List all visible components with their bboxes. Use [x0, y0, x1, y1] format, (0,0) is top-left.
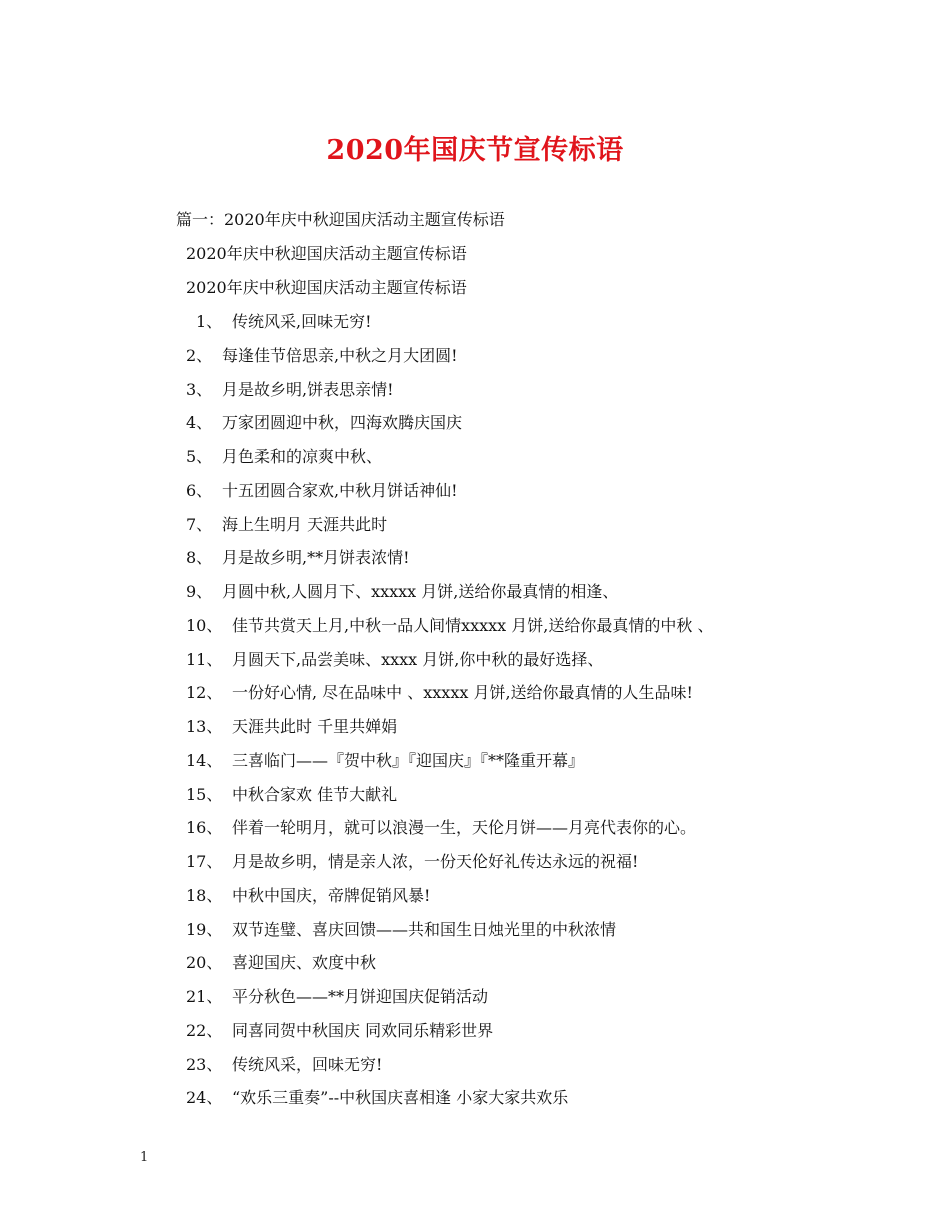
- slogan-item: [186, 380, 394, 400]
- slogan-item: [186, 346, 458, 366]
- slogan-number: 12、: [186, 683, 223, 702]
- slogan-text: 月圆天下,品尝美味、xxxx 月饼,你中秋的最好选择、: [232, 650, 604, 669]
- slogan-number: 8、: [186, 548, 213, 567]
- slogan-number: 11、: [186, 650, 223, 669]
- slogan-item: [186, 1021, 494, 1041]
- slogan-item: [186, 920, 617, 940]
- slogan-text: “欢乐三重奏”--中秋国庆喜相逢 小家大家共欢乐: [232, 1088, 569, 1107]
- slogan-item: [186, 447, 383, 467]
- slogan-number: 10、: [186, 616, 223, 635]
- slogan-text: 月是故乡明,饼表思亲情!: [222, 380, 394, 399]
- slogan-number: 20、: [186, 953, 223, 972]
- slogan-text: 月是故乡明,**月饼表浓情!: [222, 548, 410, 567]
- slogan-item: [186, 616, 714, 636]
- slogan-number: 9、: [186, 582, 213, 601]
- slogan-item: [186, 515, 388, 535]
- slogan-text: 天涯共此时 千里共婵娟: [232, 717, 398, 736]
- page-number: 1: [140, 1150, 149, 1165]
- slogan-text: 传统风采,回味无穷!: [232, 312, 372, 331]
- slogan-text: 海上生明月 天涯共此时: [222, 515, 388, 534]
- section-heading-2: 2020年庆中秋迎国庆活动主题宣传标语: [186, 278, 467, 297]
- slogan-text: 双节连璧、喜庆回馈——共和国生日烛光里的中秋浓情: [232, 920, 617, 939]
- section-heading-1: 2020年庆中秋迎国庆活动主题宣传标语: [186, 244, 467, 263]
- slogan-text: 中秋中国庆，帝牌促销风暴!: [232, 886, 431, 905]
- slogan-number: 17、: [186, 852, 223, 871]
- slogan-item: [186, 1055, 383, 1075]
- slogan-number: 2、: [186, 346, 213, 365]
- slogan-item: [186, 785, 398, 805]
- slogan-item: [186, 953, 377, 973]
- slogan-text: 每逢佳节倍思亲,中秋之月大团圆!: [222, 346, 458, 365]
- slogan-number: 19、: [186, 920, 223, 939]
- slogan-number: 6、: [186, 481, 213, 500]
- slogan-text: 同喜同贺中秋国庆 同欢同乐精彩世界: [232, 1021, 494, 1040]
- slogan-text: 一份好心情, 尽在品味中 、xxxxx 月饼,送给你最真情的人生品味!: [232, 683, 693, 702]
- slogan-number: 23、: [186, 1055, 223, 1074]
- slogan-number: 3、: [186, 380, 213, 399]
- slogan-item: [186, 987, 489, 1007]
- slogan-number: 16、: [186, 818, 223, 837]
- slogan-number: 5、: [186, 447, 213, 466]
- slogan-item: [186, 481, 458, 501]
- slogan-text: 三喜临门——『贺中秋』『迎国庆』『**隆重开幕』: [232, 751, 585, 770]
- slogan-item: [196, 312, 372, 332]
- slogan-item: [186, 717, 398, 737]
- slogan-text: 万家团圆迎中秋，四海欢腾庆国庆: [222, 413, 463, 432]
- slogan-number: 1、: [196, 312, 223, 331]
- document-title: 2020年国庆节宣传标语: [326, 135, 624, 166]
- slogan-number: 14、: [186, 751, 223, 770]
- slogan-text: 月是故乡明，情是亲人浓，一份天伦好礼传达永远的祝福!: [232, 852, 639, 871]
- slogan-item: [186, 886, 431, 906]
- slogan-item: [186, 818, 697, 838]
- slogan-text: 月圆中秋,人圆月下、xxxxx 月饼,送给你最真情的相逢、: [222, 582, 619, 601]
- section-subtitle: 篇一：2020年庆中秋迎国庆活动主题宣传标语: [176, 210, 505, 229]
- slogan-item: [186, 1088, 569, 1108]
- slogan-item: [186, 413, 463, 433]
- slogan-number: 15、: [186, 785, 223, 804]
- slogan-item: [186, 650, 604, 670]
- slogan-number: 7、: [186, 515, 213, 534]
- slogan-number: 18、: [186, 886, 223, 905]
- slogan-text: 佳节共赏天上月,中秋一品人间情xxxxx 月饼,送给你最真情的中秋 、: [232, 616, 714, 635]
- slogan-text: 伴着一轮明月，就可以浪漫一生，天伦月饼——月亮代表你的心。: [232, 818, 697, 837]
- slogan-text: 平分秋色——**月饼迎国庆促销活动: [232, 987, 489, 1006]
- slogan-item: [186, 683, 693, 703]
- slogan-item: [186, 751, 585, 771]
- slogan-text: 传统风采，回味无穷!: [232, 1055, 383, 1074]
- slogan-text: 月色柔和的凉爽中秋、: [222, 447, 383, 466]
- slogan-number: 21、: [186, 987, 223, 1006]
- slogan-item: [186, 852, 639, 872]
- slogan-item: [186, 582, 619, 602]
- slogan-text: 十五团圆合家欢,中秋月饼话神仙!: [222, 481, 458, 500]
- slogan-text: 中秋合家欢 佳节大献礼: [232, 785, 398, 804]
- slogan-item: [186, 548, 410, 568]
- slogan-text: 喜迎国庆、欢度中秋: [232, 953, 377, 972]
- slogan-number: 22、: [186, 1021, 223, 1040]
- slogan-number: 24、: [186, 1088, 223, 1107]
- slogan-number: 4、: [186, 413, 213, 432]
- slogan-number: 13、: [186, 717, 223, 736]
